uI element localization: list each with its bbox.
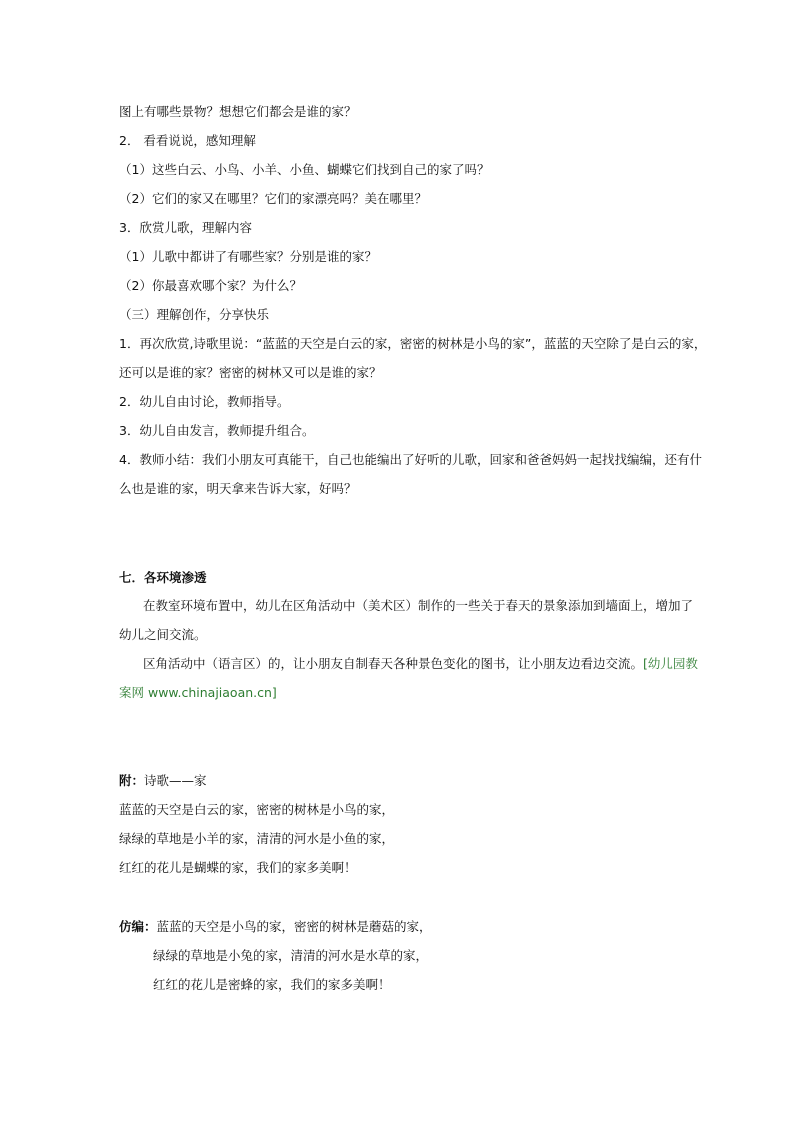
text-line: （1）儿歌中都讲了有哪些家？分别是谁的家？: [119, 249, 377, 264]
imitation-text: 蓝蓝的天空是小鸟的家，密密的树林是蘑菇的家，: [156, 919, 432, 934]
poem-line: 绿绿的草地是小羊的家，清清的河水是小鱼的家，: [119, 831, 395, 846]
paragraph-line: 在教室环境布置中，幼儿在区角活动中（美术区）制作的一些关于春天的景象添加到墙面上，增加了: [143, 598, 694, 613]
text-line: （2）它们的家又在哪里？它们的家漂亮吗？美在哪里？: [119, 191, 427, 206]
text-line: 2．幼儿自由讨论，教师指导。: [119, 394, 290, 409]
text-line: （三）理解创作，分享快乐: [119, 307, 270, 322]
poem-title: 诗歌——家: [144, 773, 207, 788]
source-link-line[interactable]: 案网 www.chinajiaoan.cn]: [119, 685, 277, 700]
imitation-label: 仿编：: [119, 919, 157, 934]
paragraph-line: 幼儿之间交流。: [119, 627, 207, 642]
paragraph-text: 区角活动中（语言区）的，让小朋友自制春天各种景色变化的图书，让小朋友边看边交流。: [143, 656, 644, 671]
paragraph-line: [143, 655, 698, 673]
text-line: （1）这些白云、小鸟、小羊、小鱼、蝴蝶它们找到自己的家了吗？: [119, 162, 490, 177]
section-heading: 七．各环境渗透: [119, 570, 207, 585]
text-line: 1．再次欣赏,诗歌里说：“蓝蓝的天空是白云的家，密密的树林是小鸟的家”，蓝蓝的天空除了是白云的家，: [119, 336, 707, 351]
imitation-line: [119, 918, 432, 936]
text-line: 2． 看看说说，感知理解: [119, 133, 256, 148]
text-line: 3．幼儿自由发言，教师提升组合。: [119, 423, 315, 438]
appendix-title: [119, 772, 207, 790]
source-link[interactable]: [幼儿园教: [643, 656, 698, 671]
text-line: 3．欣赏儿歌，理解内容: [119, 220, 252, 235]
text-line: 还可以是谁的家？密密的树林又可以是谁的家？: [119, 365, 382, 380]
poem-line: 蓝蓝的天空是白云的家，密密的树林是小鸟的家，: [119, 802, 395, 817]
imitation-line: 绿绿的草地是小兔的家，清清的河水是水草的家，: [153, 948, 429, 963]
poem-line: 红红的花儿是蝴蝶的家，我们的家多美啊！: [119, 860, 357, 875]
appendix-label: 附：: [119, 773, 145, 788]
text-line: 4．教师小结：我们小朋友可真能干，自己也能编出了好听的儿歌，回家和爸爸妈妈一起找找编编，还有什: [119, 452, 702, 467]
imitation-line: 红红的花儿是密蜂的家，我们的家多美啊！: [153, 977, 391, 992]
text-line: （2）你最喜欢哪个家？为什么？: [119, 278, 302, 293]
text-line: 么也是谁的家，明天拿来告诉大家，好吗？: [119, 481, 357, 496]
text-line: 图上有哪些景物？想想它们都会是谁的家？: [119, 104, 357, 119]
